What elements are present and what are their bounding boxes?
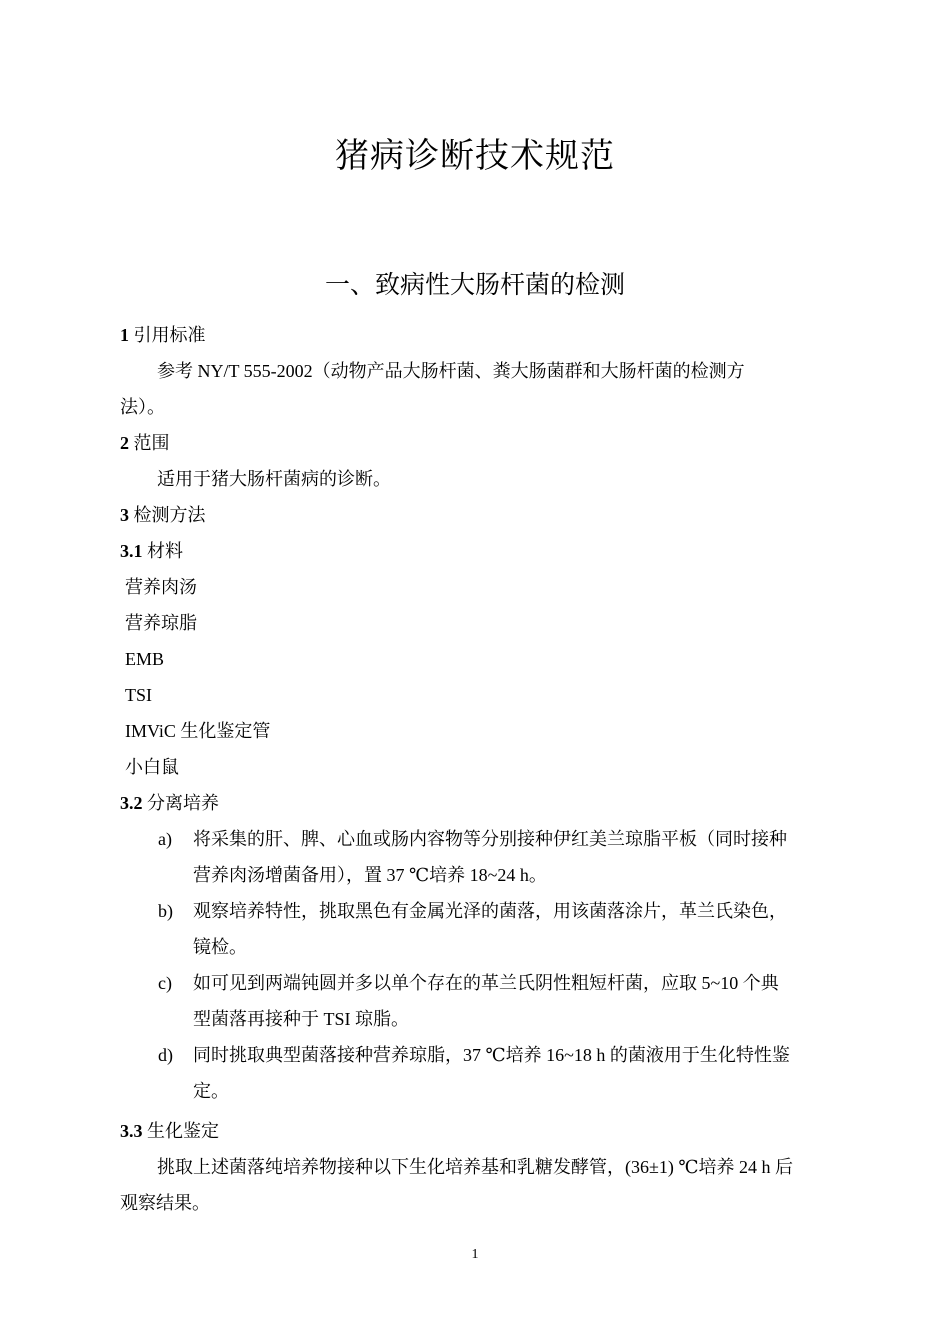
heading-2-text: 范围 xyxy=(133,433,170,453)
step-text: 如可见到两端钝圆并多以单个存在的革兰氏阴性粗短杆菌，应取 5~10 个典 xyxy=(193,973,779,993)
heading-3-number: 3 xyxy=(120,505,129,525)
heading-1-text: 引用标准 xyxy=(133,325,206,345)
step-text: 同时挑取典型菌落接种营养琼脂，37 ℃培养 16~18 h 的菌液用于生化特性鉴 xyxy=(193,1045,790,1065)
heading-3-1 xyxy=(120,539,183,563)
paragraph-reference-line1: 参考 NY/T 555-2002（动物产品大肠杆菌、粪大肠菌群和大肠杆菌的检测方 xyxy=(157,361,745,381)
step-text: 将采集的肝、脾、心血或肠内容物等分别接种伊红美兰琼脂平板（同时接种 xyxy=(193,829,787,849)
paragraph-biochem-line2: 观察结果。 xyxy=(120,1193,210,1213)
page-number: 1 xyxy=(471,1247,479,1262)
material-item: IMViC 生化鉴定管 xyxy=(125,721,271,741)
heading-3-3-text: 生化鉴定 xyxy=(147,1121,219,1141)
material-item: 小白鼠 xyxy=(125,757,179,777)
heading-1 xyxy=(120,323,206,347)
material-item: EMB xyxy=(125,649,165,669)
step-marker: c) xyxy=(158,973,172,993)
heading-3-1-number: 3.1 xyxy=(120,541,143,561)
heading-3-2 xyxy=(120,791,219,815)
material-item: 营养肉汤 xyxy=(125,577,197,597)
step-text: 定。 xyxy=(193,1081,229,1101)
heading-3-2-number: 3.2 xyxy=(120,793,143,813)
heading-3-3-number: 3.3 xyxy=(120,1121,143,1141)
heading-3-3 xyxy=(120,1119,219,1143)
heading-3-2-text: 分离培养 xyxy=(147,793,219,813)
heading-3 xyxy=(120,503,206,527)
paragraph-biochem-line1: 挑取上述菌落纯培养物接种以下生化培养基和乳糖发酵管，(36±1) ℃培养 24 h 后 xyxy=(157,1157,793,1177)
paragraph-reference-line2: 法）。 xyxy=(120,397,165,417)
step-text: 营养肉汤增菌备用），置 37 ℃培养 18~24 h。 xyxy=(193,865,547,885)
material-item: TSI xyxy=(125,685,152,705)
heading-2 xyxy=(120,431,170,455)
step-marker: d) xyxy=(158,1045,173,1065)
step-text: 观察培养特性，挑取黑色有金属光泽的菌落，用该菌落涂片，革兰氏染色， xyxy=(193,901,787,921)
document-title: 猪病诊断技术规范 xyxy=(335,138,615,175)
step-marker: b) xyxy=(158,901,173,921)
material-item: 营养琼脂 xyxy=(125,613,197,633)
heading-3-1-text: 材料 xyxy=(147,541,183,561)
section-title: 一、致病性大肠杆菌的检测 xyxy=(324,272,625,299)
step-marker: a) xyxy=(158,829,172,849)
paragraph-scope: 适用于猪大肠杆菌病的诊断。 xyxy=(157,469,391,489)
heading-3-text: 检测方法 xyxy=(133,505,206,525)
heading-2-number: 2 xyxy=(120,433,129,453)
heading-1-number: 1 xyxy=(120,325,129,345)
step-text: 型菌落再接种于 TSI 琼脂。 xyxy=(193,1009,409,1029)
step-text: 镜检。 xyxy=(193,937,247,957)
